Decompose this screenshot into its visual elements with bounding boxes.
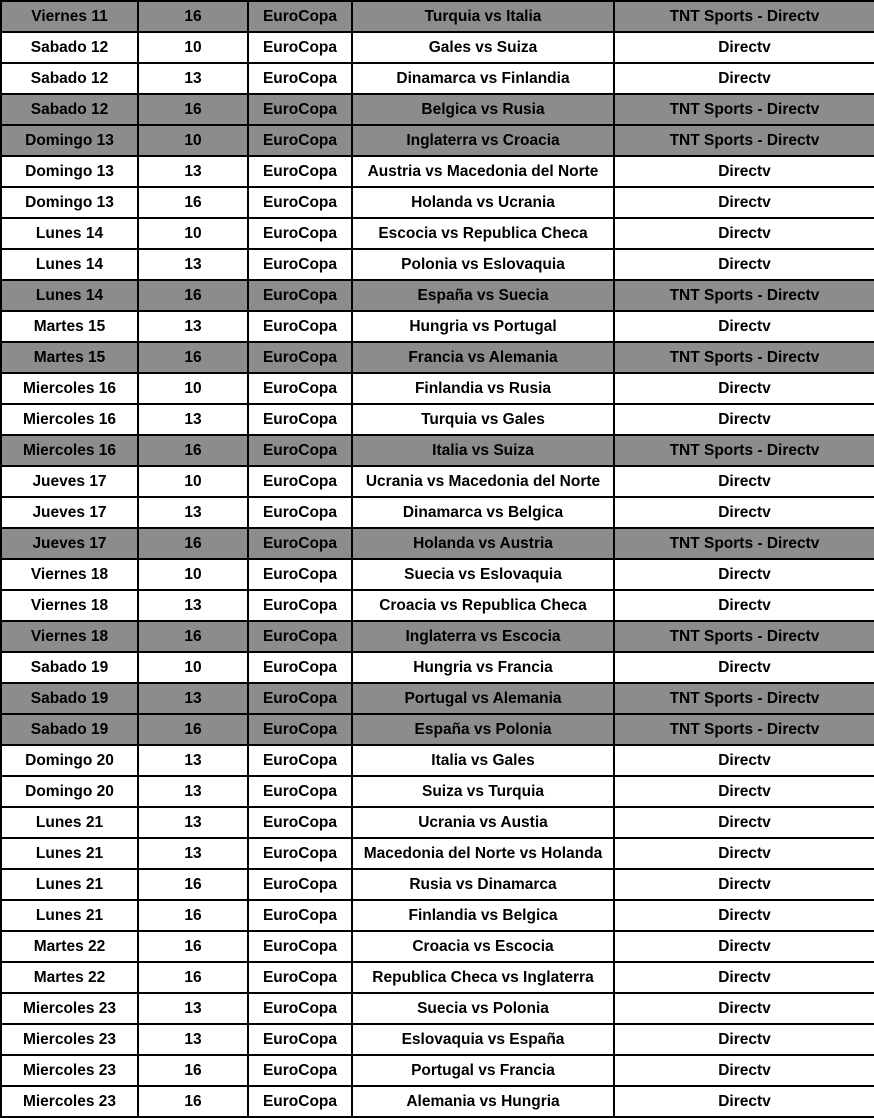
table-row bbox=[1, 838, 874, 869]
match-day-cell: Lunes 14 bbox=[1, 280, 138, 311]
match-teams-cell: España vs Polonia bbox=[352, 714, 614, 745]
match-day-cell: Jueves 17 bbox=[1, 497, 138, 528]
match-time-cell: 16 bbox=[138, 187, 248, 218]
competition-cell: EuroCopa bbox=[248, 714, 352, 745]
competition-cell: EuroCopa bbox=[248, 838, 352, 869]
match-day-cell: Viernes 11 bbox=[1, 1, 138, 32]
match-time-cell: 16 bbox=[138, 94, 248, 125]
competition-cell: EuroCopa bbox=[248, 404, 352, 435]
broadcast-channel-cell: TNT Sports - Directv bbox=[614, 1, 874, 32]
table-row bbox=[1, 404, 874, 435]
broadcast-channel-cell: TNT Sports - Directv bbox=[614, 342, 874, 373]
match-time-cell: 10 bbox=[138, 652, 248, 683]
match-day-cell: Domingo 13 bbox=[1, 125, 138, 156]
table-row bbox=[1, 311, 874, 342]
competition-cell: EuroCopa bbox=[248, 590, 352, 621]
match-teams-cell: Rusia vs Dinamarca bbox=[352, 869, 614, 900]
competition-cell: EuroCopa bbox=[248, 311, 352, 342]
match-time-cell: 13 bbox=[138, 993, 248, 1024]
match-teams-cell: Republica Checa vs Inglaterra bbox=[352, 962, 614, 993]
competition-cell: EuroCopa bbox=[248, 125, 352, 156]
match-day-cell: Domingo 20 bbox=[1, 745, 138, 776]
match-time-cell: 10 bbox=[138, 466, 248, 497]
match-time-cell: 10 bbox=[138, 218, 248, 249]
match-day-cell: Miercoles 16 bbox=[1, 373, 138, 404]
broadcast-channel-cell: Directv bbox=[614, 962, 874, 993]
broadcast-channel-cell: Directv bbox=[614, 404, 874, 435]
match-time-cell: 16 bbox=[138, 714, 248, 745]
table-row bbox=[1, 497, 874, 528]
competition-cell: EuroCopa bbox=[248, 373, 352, 404]
match-day-cell: Miercoles 16 bbox=[1, 404, 138, 435]
broadcast-channel-cell: Directv bbox=[614, 497, 874, 528]
match-teams-cell: Croacia vs Republica Checa bbox=[352, 590, 614, 621]
table-row bbox=[1, 931, 874, 962]
match-teams-cell: Gales vs Suiza bbox=[352, 32, 614, 63]
match-teams-cell: Finlandia vs Rusia bbox=[352, 373, 614, 404]
broadcast-channel-cell: TNT Sports - Directv bbox=[614, 125, 874, 156]
match-time-cell: 16 bbox=[138, 342, 248, 373]
match-day-cell: Lunes 21 bbox=[1, 838, 138, 869]
table-row bbox=[1, 1055, 874, 1086]
broadcast-channel-cell: Directv bbox=[614, 156, 874, 187]
competition-cell: EuroCopa bbox=[248, 621, 352, 652]
match-teams-cell: Hungria vs Portugal bbox=[352, 311, 614, 342]
match-time-cell: 16 bbox=[138, 435, 248, 466]
match-teams-cell: Macedonia del Norte vs Holanda bbox=[352, 838, 614, 869]
table-row bbox=[1, 125, 874, 156]
competition-cell: EuroCopa bbox=[248, 993, 352, 1024]
table-row bbox=[1, 1, 874, 32]
competition-cell: EuroCopa bbox=[248, 652, 352, 683]
match-teams-cell: Suecia vs Eslovaquia bbox=[352, 559, 614, 590]
match-time-cell: 16 bbox=[138, 1, 248, 32]
broadcast-channel-cell: Directv bbox=[614, 1055, 874, 1086]
broadcast-channel-cell: Directv bbox=[614, 869, 874, 900]
broadcast-channel-cell: Directv bbox=[614, 32, 874, 63]
match-teams-cell: Belgica vs Rusia bbox=[352, 94, 614, 125]
match-teams-cell: Turquia vs Gales bbox=[352, 404, 614, 435]
match-teams-cell: Polonia vs Eslovaquia bbox=[352, 249, 614, 280]
broadcast-channel-cell: TNT Sports - Directv bbox=[614, 435, 874, 466]
table-row bbox=[1, 94, 874, 125]
match-teams-cell: Italia vs Gales bbox=[352, 745, 614, 776]
match-teams-cell: Escocia vs Republica Checa bbox=[352, 218, 614, 249]
match-day-cell: Miercoles 23 bbox=[1, 1024, 138, 1055]
match-teams-cell: Turquia vs Italia bbox=[352, 1, 614, 32]
competition-cell: EuroCopa bbox=[248, 1, 352, 32]
match-teams-cell: Holanda vs Austria bbox=[352, 528, 614, 559]
match-teams-cell: Francia vs Alemania bbox=[352, 342, 614, 373]
competition-cell: EuroCopa bbox=[248, 435, 352, 466]
table-row bbox=[1, 218, 874, 249]
match-teams-cell: Portugal vs Francia bbox=[352, 1055, 614, 1086]
broadcast-channel-cell: Directv bbox=[614, 218, 874, 249]
match-time-cell: 16 bbox=[138, 900, 248, 931]
table-row bbox=[1, 1086, 874, 1117]
match-teams-cell: Ucrania vs Austia bbox=[352, 807, 614, 838]
broadcast-channel-cell: Directv bbox=[614, 652, 874, 683]
broadcast-channel-cell: Directv bbox=[614, 993, 874, 1024]
match-time-cell: 13 bbox=[138, 249, 248, 280]
competition-cell: EuroCopa bbox=[248, 962, 352, 993]
match-day-cell: Sabado 12 bbox=[1, 32, 138, 63]
table-row bbox=[1, 1024, 874, 1055]
broadcast-channel-cell: TNT Sports - Directv bbox=[614, 528, 874, 559]
match-day-cell: Martes 22 bbox=[1, 962, 138, 993]
table-row bbox=[1, 342, 874, 373]
competition-cell: EuroCopa bbox=[248, 94, 352, 125]
table-row bbox=[1, 714, 874, 745]
match-day-cell: Jueves 17 bbox=[1, 466, 138, 497]
broadcast-channel-cell: Directv bbox=[614, 187, 874, 218]
match-time-cell: 13 bbox=[138, 838, 248, 869]
competition-cell: EuroCopa bbox=[248, 63, 352, 94]
broadcast-channel-cell: TNT Sports - Directv bbox=[614, 94, 874, 125]
schedule-table-body bbox=[1, 1, 874, 1117]
match-day-cell: Martes 22 bbox=[1, 931, 138, 962]
competition-cell: EuroCopa bbox=[248, 869, 352, 900]
broadcast-channel-cell: Directv bbox=[614, 1024, 874, 1055]
match-day-cell: Domingo 13 bbox=[1, 156, 138, 187]
table-row bbox=[1, 652, 874, 683]
broadcast-channel-cell: Directv bbox=[614, 807, 874, 838]
match-time-cell: 16 bbox=[138, 931, 248, 962]
competition-cell: EuroCopa bbox=[248, 683, 352, 714]
match-day-cell: Lunes 21 bbox=[1, 900, 138, 931]
table-row bbox=[1, 776, 874, 807]
competition-cell: EuroCopa bbox=[248, 559, 352, 590]
match-time-cell: 13 bbox=[138, 807, 248, 838]
broadcast-channel-cell: Directv bbox=[614, 776, 874, 807]
table-row bbox=[1, 559, 874, 590]
table-row bbox=[1, 187, 874, 218]
match-day-cell: Sabado 19 bbox=[1, 714, 138, 745]
broadcast-channel-cell: Directv bbox=[614, 1086, 874, 1117]
table-row bbox=[1, 807, 874, 838]
table-row bbox=[1, 373, 874, 404]
broadcast-channel-cell: Directv bbox=[614, 931, 874, 962]
broadcast-channel-cell: Directv bbox=[614, 311, 874, 342]
match-time-cell: 16 bbox=[138, 280, 248, 311]
competition-cell: EuroCopa bbox=[248, 528, 352, 559]
match-day-cell: Sabado 12 bbox=[1, 94, 138, 125]
table-row bbox=[1, 528, 874, 559]
match-day-cell: Sabado 19 bbox=[1, 652, 138, 683]
table-row bbox=[1, 900, 874, 931]
broadcast-channel-cell: Directv bbox=[614, 373, 874, 404]
match-teams-cell: Italia vs Suiza bbox=[352, 435, 614, 466]
match-teams-cell: Eslovaquia vs España bbox=[352, 1024, 614, 1055]
competition-cell: EuroCopa bbox=[248, 1086, 352, 1117]
competition-cell: EuroCopa bbox=[248, 218, 352, 249]
match-day-cell: Lunes 14 bbox=[1, 218, 138, 249]
match-day-cell: Martes 15 bbox=[1, 311, 138, 342]
competition-cell: EuroCopa bbox=[248, 807, 352, 838]
competition-cell: EuroCopa bbox=[248, 466, 352, 497]
competition-cell: EuroCopa bbox=[248, 900, 352, 931]
competition-cell: EuroCopa bbox=[248, 1055, 352, 1086]
broadcast-channel-cell: TNT Sports - Directv bbox=[614, 714, 874, 745]
match-day-cell: Domingo 20 bbox=[1, 776, 138, 807]
match-time-cell: 16 bbox=[138, 962, 248, 993]
match-teams-cell: Finlandia vs Belgica bbox=[352, 900, 614, 931]
table-row bbox=[1, 435, 874, 466]
match-time-cell: 16 bbox=[138, 621, 248, 652]
competition-cell: EuroCopa bbox=[248, 280, 352, 311]
match-time-cell: 16 bbox=[138, 1055, 248, 1086]
match-teams-cell: Austria vs Macedonia del Norte bbox=[352, 156, 614, 187]
table-row bbox=[1, 621, 874, 652]
match-teams-cell: Holanda vs Ucrania bbox=[352, 187, 614, 218]
match-day-cell: Miercoles 23 bbox=[1, 1055, 138, 1086]
match-teams-cell: Ucrania vs Macedonia del Norte bbox=[352, 466, 614, 497]
competition-cell: EuroCopa bbox=[248, 342, 352, 373]
match-time-cell: 10 bbox=[138, 125, 248, 156]
match-teams-cell: Portugal vs Alemania bbox=[352, 683, 614, 714]
match-time-cell: 13 bbox=[138, 776, 248, 807]
match-teams-cell: Dinamarca vs Finlandia bbox=[352, 63, 614, 94]
table-row bbox=[1, 156, 874, 187]
match-time-cell: 13 bbox=[138, 404, 248, 435]
competition-cell: EuroCopa bbox=[248, 497, 352, 528]
match-time-cell: 10 bbox=[138, 32, 248, 63]
competition-cell: EuroCopa bbox=[248, 32, 352, 63]
match-day-cell: Miercoles 23 bbox=[1, 993, 138, 1024]
match-time-cell: 13 bbox=[138, 311, 248, 342]
match-day-cell: Miercoles 23 bbox=[1, 1086, 138, 1117]
match-teams-cell: Suiza vs Turquia bbox=[352, 776, 614, 807]
broadcast-channel-cell: Directv bbox=[614, 559, 874, 590]
match-day-cell: Viernes 18 bbox=[1, 559, 138, 590]
match-day-cell: Domingo 13 bbox=[1, 187, 138, 218]
broadcast-channel-cell: Directv bbox=[614, 745, 874, 776]
competition-cell: EuroCopa bbox=[248, 156, 352, 187]
match-teams-cell: Croacia vs Escocia bbox=[352, 931, 614, 962]
match-time-cell: 13 bbox=[138, 497, 248, 528]
broadcast-channel-cell: TNT Sports - Directv bbox=[614, 280, 874, 311]
table-row bbox=[1, 466, 874, 497]
match-time-cell: 13 bbox=[138, 590, 248, 621]
broadcast-channel-cell: Directv bbox=[614, 838, 874, 869]
broadcast-channel-cell: Directv bbox=[614, 466, 874, 497]
competition-cell: EuroCopa bbox=[248, 187, 352, 218]
match-time-cell: 13 bbox=[138, 63, 248, 94]
table-row bbox=[1, 63, 874, 94]
table-row bbox=[1, 745, 874, 776]
match-day-cell: Jueves 17 bbox=[1, 528, 138, 559]
match-time-cell: 16 bbox=[138, 869, 248, 900]
table-row bbox=[1, 32, 874, 63]
match-teams-cell: Inglaterra vs Escocia bbox=[352, 621, 614, 652]
match-teams-cell: Suecia vs Polonia bbox=[352, 993, 614, 1024]
match-teams-cell: Hungria vs Francia bbox=[352, 652, 614, 683]
match-time-cell: 13 bbox=[138, 683, 248, 714]
broadcast-channel-cell: TNT Sports - Directv bbox=[614, 683, 874, 714]
match-day-cell: Viernes 18 bbox=[1, 590, 138, 621]
table-row bbox=[1, 993, 874, 1024]
match-teams-cell: Inglaterra vs Croacia bbox=[352, 125, 614, 156]
competition-cell: EuroCopa bbox=[248, 249, 352, 280]
table-row bbox=[1, 962, 874, 993]
match-day-cell: Martes 15 bbox=[1, 342, 138, 373]
broadcast-channel-cell: Directv bbox=[614, 900, 874, 931]
match-teams-cell: Dinamarca vs Belgica bbox=[352, 497, 614, 528]
match-time-cell: 13 bbox=[138, 156, 248, 187]
match-day-cell: Lunes 14 bbox=[1, 249, 138, 280]
match-time-cell: 10 bbox=[138, 373, 248, 404]
table-row bbox=[1, 590, 874, 621]
competition-cell: EuroCopa bbox=[248, 776, 352, 807]
table-row bbox=[1, 249, 874, 280]
table-row bbox=[1, 280, 874, 311]
match-day-cell: Sabado 12 bbox=[1, 63, 138, 94]
broadcast-channel-cell: Directv bbox=[614, 590, 874, 621]
match-day-cell: Lunes 21 bbox=[1, 807, 138, 838]
match-day-cell: Lunes 21 bbox=[1, 869, 138, 900]
match-time-cell: 16 bbox=[138, 1086, 248, 1117]
match-day-cell: Sabado 19 bbox=[1, 683, 138, 714]
match-day-cell: Miercoles 16 bbox=[1, 435, 138, 466]
match-teams-cell: España vs Suecia bbox=[352, 280, 614, 311]
match-time-cell: 13 bbox=[138, 745, 248, 776]
competition-cell: EuroCopa bbox=[248, 931, 352, 962]
broadcast-channel-cell: Directv bbox=[614, 63, 874, 94]
broadcast-channel-cell: Directv bbox=[614, 249, 874, 280]
broadcast-channel-cell: TNT Sports - Directv bbox=[614, 621, 874, 652]
match-time-cell: 10 bbox=[138, 559, 248, 590]
table-row bbox=[1, 683, 874, 714]
competition-cell: EuroCopa bbox=[248, 1024, 352, 1055]
competition-cell: EuroCopa bbox=[248, 745, 352, 776]
match-time-cell: 16 bbox=[138, 528, 248, 559]
match-day-cell: Viernes 18 bbox=[1, 621, 138, 652]
table-row bbox=[1, 869, 874, 900]
match-time-cell: 13 bbox=[138, 1024, 248, 1055]
match-teams-cell: Alemania vs Hungria bbox=[352, 1086, 614, 1117]
